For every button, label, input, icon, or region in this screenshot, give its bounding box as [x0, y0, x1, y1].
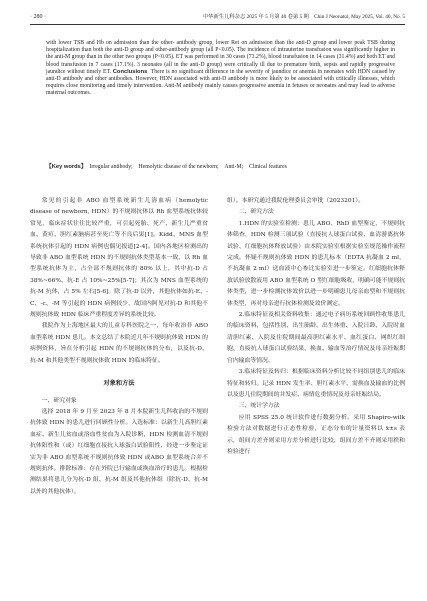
- statistics-paragraph: 应用 SPSS 25.0 统计软件进行数据分析。采用 Shapiro-wilk 检验方法对数据进行正态性检验，正态分布的计量资料以 x̄±s 表示，组间方差齐则采用方差分析进行比较，组间方差不齐则采用秩和检验进行: [227, 414, 405, 455]
- methods-clinical-data: 2.临床特征及相关资料收集：通过电子病历系统回顾性收集患儿的临床资料，包括性别、出生胎龄、出生体重、入院日龄、入院时血清胆红素、入院及住院期间最高胆红素水平、血红蛋白、网织红细胞、直接抗人球蛋白试验结果、换血、输血等治疗情况及母亲妊娠期宫内输血等情况。: [227, 312, 405, 364]
- english-keywords: [46, 164, 395, 171]
- english-abstract: [46, 40, 395, 98]
- subsection-heading-statistics: 三、统计学方法: [238, 403, 280, 410]
- methods-paragraph-1: 选择 2018 年 9 月至 2023 年 8 月本院新生儿科收治的不规则抗体致 HDN 的患儿进行回顾性分析。入选标准：以新生儿高胆红素血症、新生儿贫血或溶血性贫血为入院诊断，HDN 检测血清不规则抗体阳性和（或）红细胞直接抗人球蛋白试验阳性，经进一步鉴定证实为非 ABO 血型系统不规则抗体致 HDN 或ABO 血型系统合并不规则抗体。排除标准：存在外院已行输血或换血治疗的患儿。根据检测结果将患儿分为抗-D 组、抗-M 组及其他抗体组（除抗-D、抗-M 以外的其他抗体）。: [30, 408, 208, 495]
- abstract-results-text: with lower TSB and Hb on admission than the other- antibody group, lower Ret on admission than the anti-D group and lower peak TSB during hospitalization than both the anti-D group and other-antibody group (all P<0.05). The incidence of intrauterine transfusion was significantly higher in the anti-M group than in the other two groups (P<0.05). ET was performed in 30 cases (73.2%), blood transfusion in 14 cases (31.4%) and both ET and blood transfusion in 7 cases (17.1%). 3 neonates (all in the anti-D group) were critically ill due to premature birth, sepsis and rapidly progressive jaundice without timely ET.: [46, 40, 395, 75]
- subsection-heading-methods: 二、研究方法: [238, 209, 274, 216]
- header-rule: [30, 24, 405, 25]
- right-column: [227, 196, 405, 458]
- methods-hdn-lab-testing: 1.HDN 的实验室检测：患儿 ABO、RhD 血型鉴定，不规则抗体筛查，HDN 检测三项试验（直接抗人球蛋白试验、血清游离抗体试验、红细胞抗体释放试验）由本院实验室根据实验室规范操作流程完成。怀疑不规则抗体致 HDN 的患儿标本（EDTA 抗凝血 2 ml，不抗凝血 2 ml）送血液中心参比实验室进一步鉴定。红细胞抗体释放试验放散液用 ABO 血型系统 O 型红细胞吸收，明确可能不规则抗体类型，进一步检测抗体效价以进一步明确患儿母亲血型和不规则抗体类型，再对母亲进行抗体检测及效价测定。: [227, 220, 405, 307]
- page-number: · 280 ·: [30, 14, 46, 20]
- methods-outcomes: 3.临床特征及转归：根据临床资料分析比较不同组别患儿的临床特征和转归。记录 HDN 发生率、胆红素水平、需换血及输血的比例以及患儿住院期间的并发症、病情危重情况及母亲妊娠结局。: [227, 369, 405, 398]
- ethics-statement: 组）。本研究通过我院伦理委员会审批（2023201）。: [227, 198, 365, 204]
- conclusions-text: There is no significant difference in the severity of jaundice or anemia in neonates with HDN caused by anti-D antibody and other antibodies. However, HDN associated with anti-D antibody is more likely to be associated with critically illnesses, which requires close monitoring and timely intervention. Anti-M antibody mainly causes progressive anemia in fetuses or neonates and may lead to adverse maternal outcomes.: [46, 68, 396, 97]
- section-heading-subjects-methods: 对象和方法: [103, 380, 135, 388]
- keywords-text: Irregular antibody; Hemolytic disease of the newborn; Anti-M; Clinical features: [89, 164, 287, 170]
- journal-citation: 中华新生儿科杂志 2025 年 5 月第 40 卷第 5 期 Chin J Neonatol, May 2025, Vol. 40, No. 5: [202, 14, 405, 20]
- conclusions-label: Conclusions: [112, 68, 148, 75]
- section-spacer: [30, 367, 208, 378]
- keywords-label: 【Key words】: [46, 164, 87, 170]
- left-column: [30, 196, 208, 498]
- intro-paragraph-1: 常见的引起非 ABO 血型系统新生儿溶血病（hemolytic disease of newborn, HDN）的不规则抗体以 Rh 血型系统抗体较常见，临床症状往往比较严重，可引起死胎、死产、新生儿严重贫血、黄疸、胆红素脑病甚至死亡等不良后果[1]。Kidd、MNS 血型系统抗体引起的 HDN 病例也偶见报道[2-4]。国内各地区检测出的导致非 ABO 血型系统 HDN 的不规则抗体类型基本一致，以 Rh 血型系统抗体为主，占全部不规则抗体的 80% 以上，其中抗-D 占 38%~66%、抗-E 占 10%~25%[5-7]；其次为 MNS 血型系统的抗-M 抗体，占 5% 左右[5-6]。除了抗-D 以外，其他抗体如抗-E、-C、-c、-M 等引起的 HDN 病例较少，故国内阿见对抗-D 和其他不规则抗体致 HDN 临床严重程度差异的系统比较。: [30, 198, 208, 319]
- subsection-heading-subjects: 一、研究对象: [41, 397, 77, 404]
- intro-paragraph-2: 我院作为上海地区最大的儿童专科医院之一，每年收治非 ABO 血型系统 HDN 患儿。本文总结了本院近几年不规则抗体致 HDN 的病例资料，旨在分析引起 HDN 的不规则抗体的分布，以及抗-D、抗-M 和其他类型不规则抗体致 HDN 的临床特征。: [30, 323, 208, 364]
